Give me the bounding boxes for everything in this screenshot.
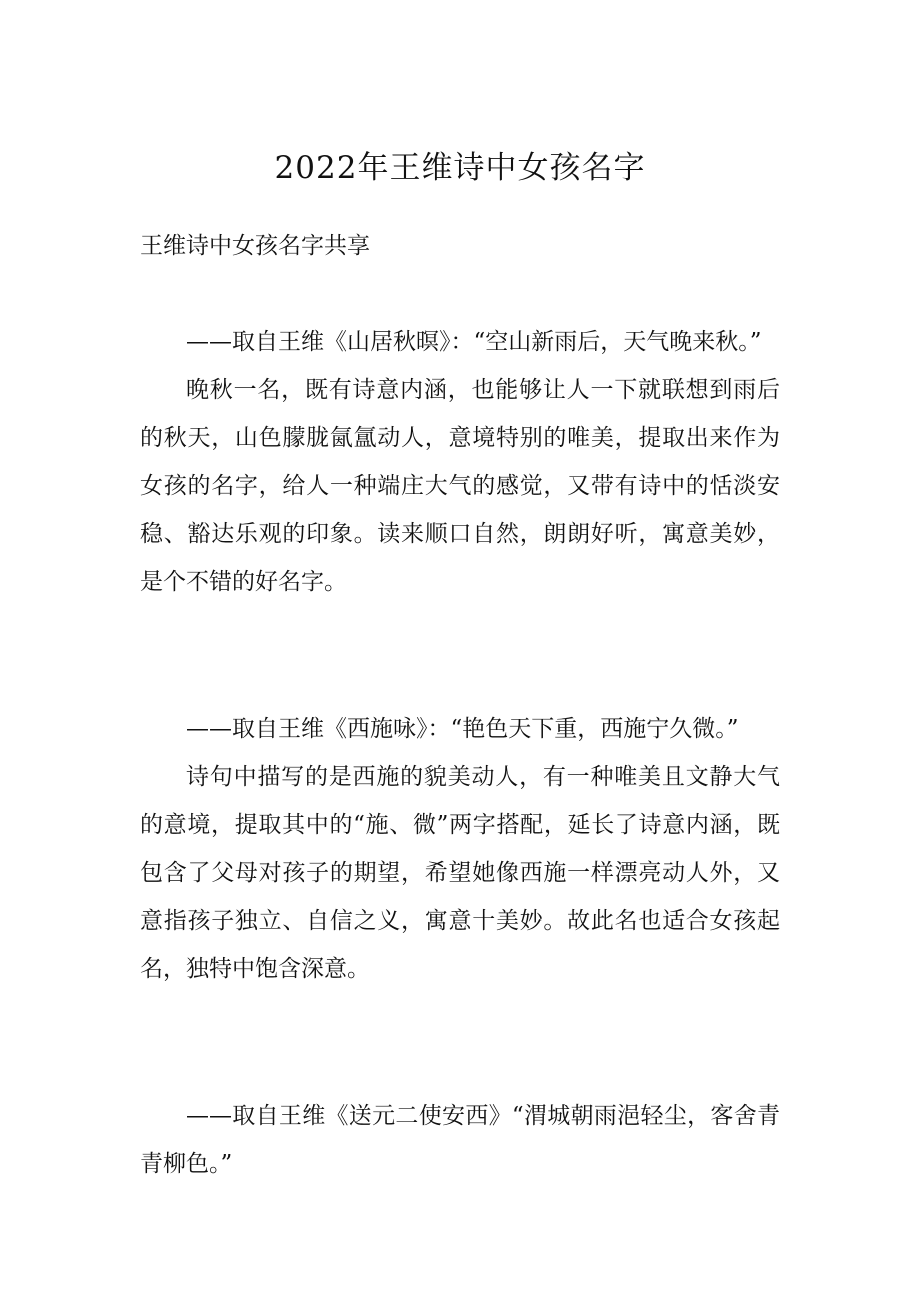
- document-subtitle: 王维诗中女孩名字共享: [140, 233, 370, 259]
- document-title: 2022年王维诗中女孩名字: [274, 150, 646, 186]
- section-body: 晚秋一名，既有诗意内涵，也能够让人一下就联想到雨后的秋天，山色朦胧氤氲动人，意境特别的唯美，提取出来作为女孩的名字，给人一种端庄大气的感觉，又带有诗中的恬淡安稳、豁达乐观的印象。读来顺口自然，朗朗好听，寓意美妙，是个不错的好名字。: [140, 377, 780, 595]
- section-source: ——取自王维《西施咏》：“艳色天下重，西施宁久微。”: [186, 716, 739, 742]
- section-wanqiu: [140, 318, 780, 606]
- section-weicheng: [140, 1092, 780, 1188]
- section-body: 诗句中描写的是西施的貌美动人，有一种唯美且文静大气的意境，提取其中的“施、微”两字搭配，延长了诗意内涵，既包含了父母对孩子的期望，希望她像西施一样漂亮动人外，又意指孩子独立、自信之义，寓意十美妙。故此名也适合女孩起名，独特中饱含深意。: [140, 764, 780, 982]
- section-source: ——取自王维《送元二使安西》“渭城朝雨浥轻尘，客舍青青柳色。”: [140, 1103, 780, 1177]
- section-source: ——取自王维《山居秋暝》：“空山新雨后，天气晚来秋。”: [186, 329, 762, 355]
- section-shiwei: [140, 705, 780, 993]
